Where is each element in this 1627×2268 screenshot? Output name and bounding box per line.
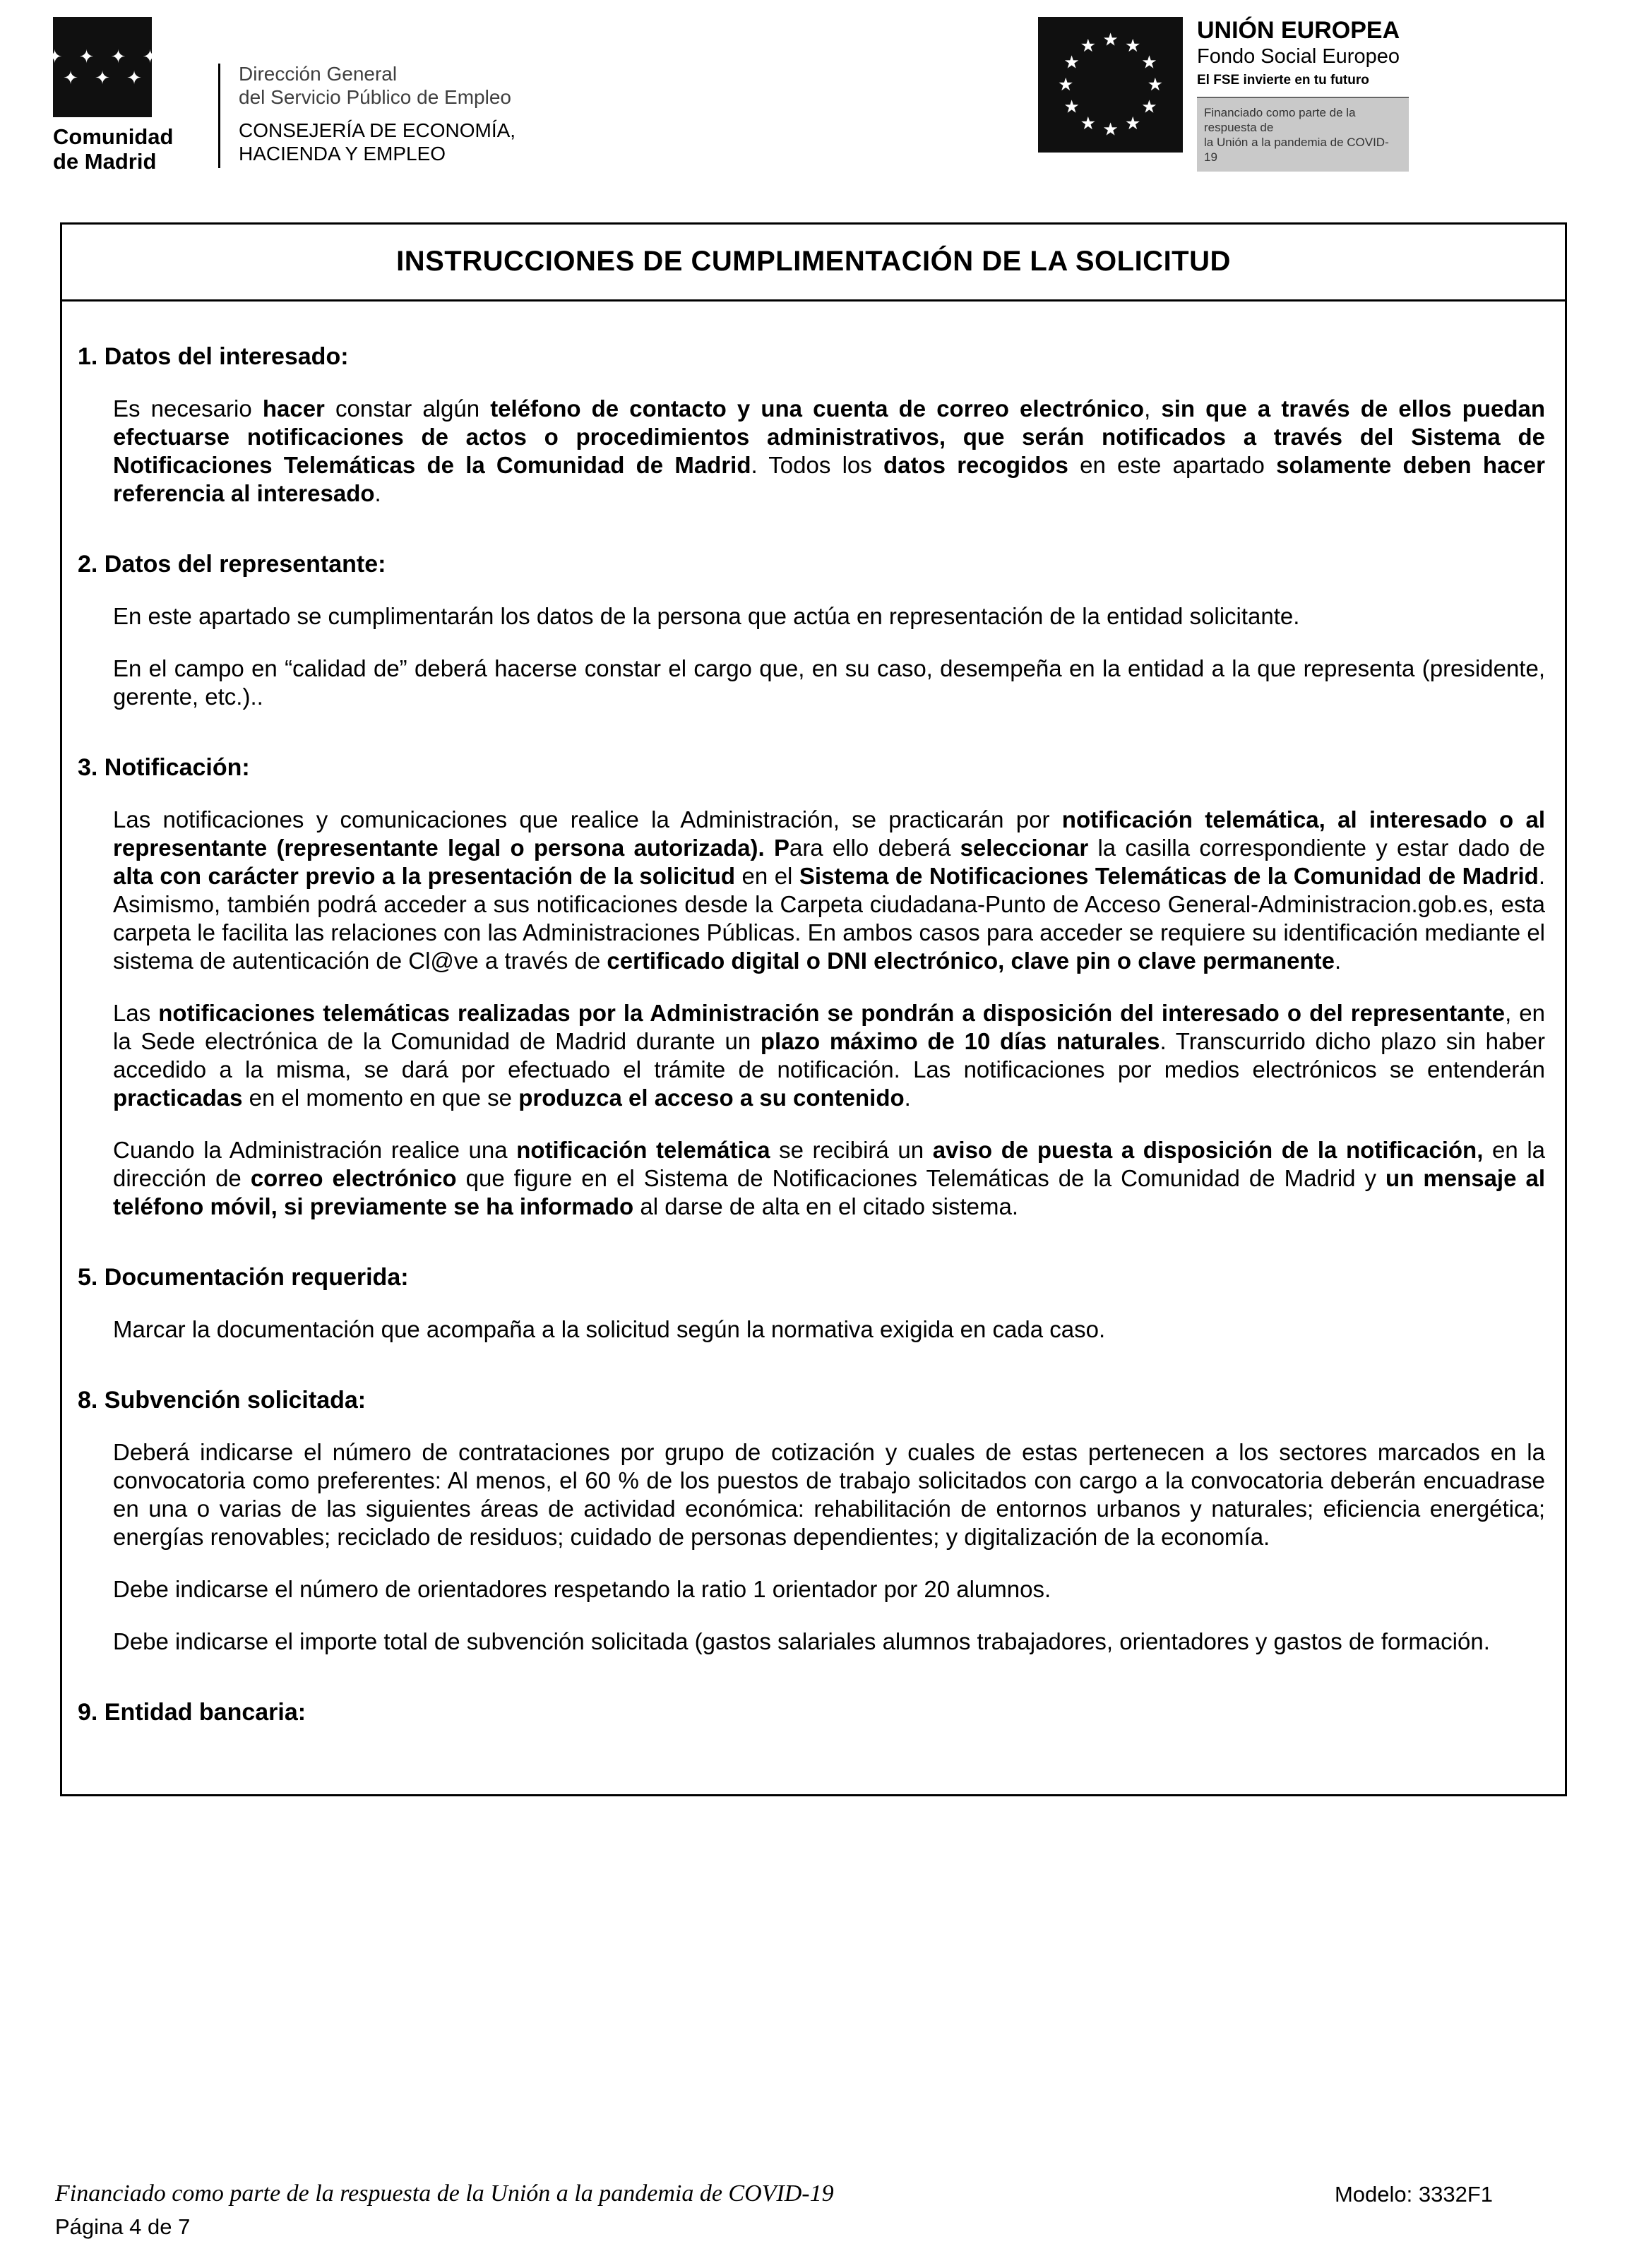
svg-text:★: ★ [1102,119,1119,140]
comunidad-madrid-logo-block [47,17,516,174]
section-heading-datos-representante: 2. Datos del representante: [78,551,386,578]
page-header [47,17,1574,179]
page-title: INSTRUCCIONES DE CUMPLIMENTACIÓN DE LA SOLICITUD [62,225,1565,302]
eu-text-column [1197,17,1416,172]
section-heading-entidad-bancaria: 9. Entidad bancaria: [78,1699,306,1726]
paragraph: En el campo en “calidad de” deberá hacerse constar el cargo que, en su caso, desempeña en la entidad a la que representa (presidente, gerente, etc.).. [113,655,1545,710]
madrid-logo-column [47,17,201,174]
eu-tagline: El FSE invierte en tu futuro [1197,73,1369,88]
consejeria-line1: CONSEJERÍA DE ECONOMÍA, [239,119,516,141]
madrid-stars-row1: ✦ ✦ ✦ ✦ [47,46,164,67]
svg-text:★: ★ [1063,52,1080,73]
svg-text:★: ★ [1124,113,1141,133]
header-vertical-divider [218,64,220,168]
consejeria-line2: HACIENDA Y EMPLEO [239,143,446,165]
footer-funding-note: Financiado como parte de la respuesta de la Unión a la pandemia de COVID-19 [55,2180,834,2207]
madrid-stars-row2: ✦ ✦ ✦ [63,67,148,88]
direccion-general-line1: Dirección General [239,63,398,85]
eu-funding-note-line2: la Unión a la pandemia de COVID-19 [1204,136,1389,164]
madrid-flag-icon [47,17,164,117]
instructions-content [62,302,1565,1794]
eu-flag-icon [1038,17,1183,153]
madrid-org-name [53,124,201,174]
paragraph: Las notificaciones y comunicaciones que realice la Administración, se practicarán por notificación telemática, al interesado o al representante (representante legal o persona autorizada). Para ello deberá seleccionar la casilla correspondiente y estar dado de alta con carácter previo a la presentación de la solicitud en el Sistema de Notificaciones Telemáticas de la Comunidad de Madrid. Asimismo, también podrá acceder a sus notificaciones desde la Carpeta ciudadana-Punto de Acceso General-Administracion.gob.es, esta carpeta le facilita las relaciones con las Administraciones Públicas. En ambos casos para acceder se requiere su identificación mediante el sistema de autenticación de Cl@ve a través de certificado digital o DNI electrónico, clave pin o clave permanente. [113,806,1545,974]
footer-page-indicator: Página 4 de 7 [55,2214,191,2239]
consejeria-lines [239,119,515,165]
paragraph: En este apartado se cumplimentarán los datos de la persona que actúa en representación de la entidad solicitante. [113,603,1300,629]
svg-text:★: ★ [1141,97,1157,117]
section-heading-documentacion-requerida: 5. Documentación requerida: [78,1264,409,1291]
paragraph: Cuando la Administración realice una notificación telemática se recibirá un aviso de puesta a disposición de la notificación, en la dirección de correo electrónico que figure en el Sistema de Notificaciones Telemáticas de la Comunidad de Madrid y un mensaje al teléfono móvil, si previamente se ha informado al darse de alta en el citado sistema. [113,1137,1546,1219]
paragraph: Debe indicarse el número de orientadores respetando la ratio 1 orientador por 20 alumnos. [113,1576,1051,1602]
direccion-general-line2: del Servicio Público de Empleo [239,86,511,108]
madrid-org-line2: de Madrid [53,149,157,174]
direccion-general-lines [239,62,515,109]
svg-text:★: ★ [1102,30,1119,50]
svg-text:★: ★ [1124,36,1141,56]
instructions-box [60,222,1567,1796]
section-heading-notificacion: 3. Notificación: [78,754,250,781]
svg-text:★: ★ [1141,52,1157,73]
madrid-org-line1: Comunidad [53,124,174,149]
paragraph: Debe indicarse el importe total de subvención solicitada (gastos salariales alumnos trabajadores, orientadores y gastos de formación. [113,1628,1490,1654]
eu-title: UNIÓN EUROPEA [1197,17,1400,44]
eu-funding-note-line1: Financiado como parte de la respuesta de [1204,106,1356,134]
paragraph: Deberá indicarse el número de contrataciones por grupo de cotización y cuales de estas pertenecen a los sectores marcados en la convocatoria como preferentes: Al menos, el 60 % de los puestos de trabajo solicitados con cargo a la convocatoria deberán encuadrase en una o varias de las siguientes áreas de actividad económica: rehabilitación de entornos urbanos y naturales; eficiencia energética; energías renovables; reciclado de residuos; cuidado de personas dependientes; y digitalización de la economía. [113,1439,1545,1550]
madrid-department-text [239,17,515,174]
svg-text:★: ★ [1057,75,1074,95]
eu-funding-note-box [1197,97,1409,172]
svg-text:★: ★ [1080,36,1097,56]
svg-text:★: ★ [1147,75,1164,95]
eu-subtitle: Fondo Social Europeo [1197,45,1400,68]
eu-logo-block [1038,17,1416,172]
svg-text:★: ★ [1080,113,1097,133]
svg-text:★: ★ [1063,97,1080,117]
section-heading-datos-interesado: 1. Datos del interesado: [78,343,349,370]
paragraph: Marcar la documentación que acompaña a la solicitud según la normativa exigida en cada caso. [113,1316,1106,1342]
section-heading-subvencion-solicitada: 8. Subvención solicitada: [78,1387,366,1414]
footer-model-number: Modelo: 3332F1 [1334,2182,1493,2207]
paragraph: Es necesario hacer constar algún teléfono de contacto y una cuenta de correo electrónico, sin que a través de ellos puedan efectuarse notificaciones de actos o procedimientos administrativos, que serán notificados a través del Sistema de Notificaciones Telemáticas de la Comunidad de Madrid. Todos los datos recogidos en este apartado solamente deben hacer referencia al interesado. [113,395,1546,506]
paragraph: Las notificaciones telemáticas realizadas por la Administración se pondrán a disposición del interesado o del representante, en la Sede electrónica de la Comunidad de Madrid durante un plazo máximo de 10 días naturales. Transcurrido dicho plazo sin haber accedido a la misma, se dará por efectuado el trámite de notificación. Las notificaciones por medios electrónicos se entenderán practicadas en el momento en que se produzca el acceso a su contenido. [113,1000,1546,1111]
